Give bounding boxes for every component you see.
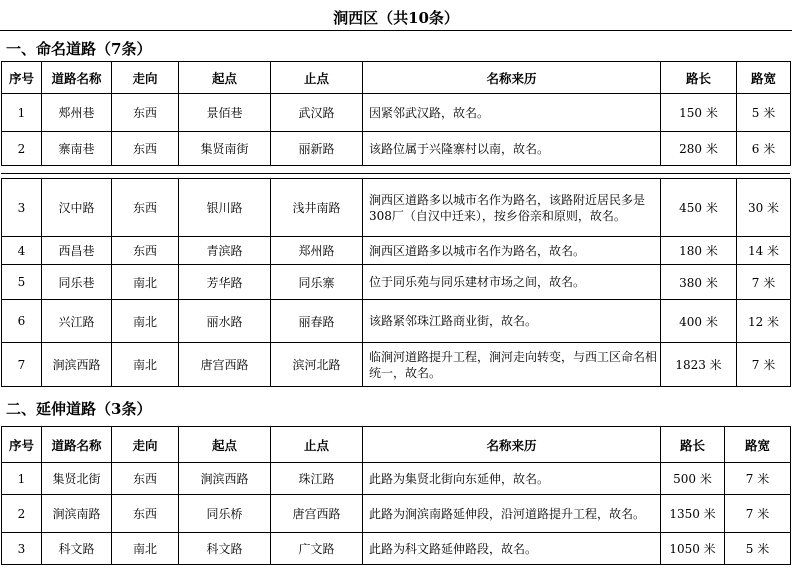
row-width: 6 米 — [737, 132, 791, 166]
row-name-origin: 该路位属于兴隆寨村以南，故名。 — [363, 132, 661, 166]
named-roads-table-top — [1, 61, 791, 166]
row-road-name: 寨南巷 — [42, 132, 112, 166]
header-road-name: 道路名称 — [42, 427, 112, 463]
row-name-origin: 涧西区道路多以城市名作为路名，故名。 — [363, 237, 661, 265]
title-divider — [0, 30, 792, 31]
table-header-row — [2, 427, 791, 463]
row-width: 5 米 — [737, 94, 791, 132]
table-row — [2, 265, 791, 300]
row-serial: 4 — [2, 237, 42, 265]
row-name-origin: 该路紧邻珠江路商业街，故名。 — [363, 300, 661, 343]
table-row — [2, 300, 791, 343]
table-row — [2, 533, 791, 565]
row-serial: 3 — [2, 533, 42, 565]
row-road-name: 科文路 — [42, 533, 112, 565]
row-end-point: 丽春路 — [271, 300, 363, 343]
row-length: 380 米 — [661, 265, 737, 300]
table-row — [2, 94, 791, 132]
table-row — [2, 343, 791, 387]
row-name-origin: 此路为科文路延伸路段，故名。 — [363, 533, 661, 565]
header-direction: 走向 — [112, 427, 179, 463]
header-width: 路宽 — [737, 62, 791, 94]
row-direction: 南北 — [112, 265, 179, 300]
header-length: 路长 — [661, 62, 737, 94]
row-width: 7 米 — [725, 463, 791, 495]
row-start-point: 景佰巷 — [179, 94, 271, 132]
row-width: 5 米 — [725, 533, 791, 565]
row-direction: 南北 — [112, 300, 179, 343]
header-end-point: 止点 — [271, 62, 363, 94]
row-name-origin: 此路为涧滨南路延伸段，沿河道路提升工程，故名。 — [363, 495, 661, 533]
row-length: 150 米 — [661, 94, 737, 132]
row-end-point: 同乐寨 — [271, 265, 363, 300]
row-start-point: 唐宫西路 — [179, 343, 271, 387]
row-width: 7 米 — [737, 343, 791, 387]
header-road-name: 道路名称 — [42, 62, 112, 94]
row-road-name: 汉中路 — [42, 179, 112, 237]
table-row — [2, 463, 791, 495]
header-start-point: 起点 — [179, 62, 271, 94]
extended-roads-table — [1, 426, 791, 565]
header-end-point: 止点 — [271, 427, 363, 463]
row-road-name: 兴江路 — [42, 300, 112, 343]
row-name-origin: 位于同乐苑与同乐建材市场之间，故名。 — [363, 265, 661, 300]
row-road-name: 郟州巷 — [42, 94, 112, 132]
page-break-rule — [1, 173, 790, 174]
row-road-name: 涧滨西路 — [42, 343, 112, 387]
named-roads-table-bottom — [1, 178, 791, 387]
row-start-point: 集贤南街 — [179, 132, 271, 166]
row-serial: 5 — [2, 265, 42, 300]
row-start-point: 芳华路 — [179, 265, 271, 300]
header-length: 路长 — [661, 427, 725, 463]
row-direction: 东西 — [112, 463, 179, 495]
table-row — [2, 237, 791, 265]
table-row — [2, 132, 791, 166]
row-serial: 1 — [2, 94, 42, 132]
row-serial: 3 — [2, 179, 42, 237]
row-serial: 2 — [2, 132, 42, 166]
header-width: 路宽 — [725, 427, 791, 463]
row-road-name: 西昌巷 — [42, 237, 112, 265]
row-direction: 东西 — [112, 179, 179, 237]
section-heading-extended-roads: 二、延伸道路（3条） — [6, 400, 152, 418]
header-start-point: 起点 — [179, 427, 271, 463]
header-name-origin: 名称来历 — [363, 427, 661, 463]
row-direction: 南北 — [112, 533, 179, 565]
row-end-point: 广文路 — [271, 533, 363, 565]
row-direction: 东西 — [112, 132, 179, 166]
table-header-row — [2, 62, 791, 94]
row-serial: 1 — [2, 463, 42, 495]
row-direction: 东西 — [112, 237, 179, 265]
row-length: 400 米 — [661, 300, 737, 343]
row-road-name: 同乐巷 — [42, 265, 112, 300]
section-heading-named-roads: 一、命名道路（7条） — [6, 40, 152, 58]
row-end-point: 唐宫西路 — [271, 495, 363, 533]
row-end-point: 滨河北路 — [271, 343, 363, 387]
row-start-point: 涧滨西路 — [179, 463, 271, 495]
row-end-point: 丽新路 — [271, 132, 363, 166]
row-serial: 7 — [2, 343, 42, 387]
row-length: 500 米 — [661, 463, 725, 495]
row-length: 450 米 — [661, 179, 737, 237]
row-length: 1823 米 — [661, 343, 737, 387]
row-serial: 2 — [2, 495, 42, 533]
row-road-name: 集贤北街 — [42, 463, 112, 495]
row-width: 7 米 — [737, 265, 791, 300]
row-width: 14 米 — [737, 237, 791, 265]
header-direction: 走向 — [112, 62, 179, 94]
header-serial: 序号 — [2, 427, 42, 463]
header-name-origin: 名称来历 — [363, 62, 661, 94]
row-start-point: 科文路 — [179, 533, 271, 565]
row-direction: 东西 — [112, 94, 179, 132]
row-name-origin: 涧西区道路多以城市名作为路名，该路附近居民多是308厂（自汉中迁来），按乡俗亲和原则，故名。 — [363, 179, 661, 237]
row-start-point: 银川路 — [179, 179, 271, 237]
row-end-point: 浅井南路 — [271, 179, 363, 237]
row-serial: 6 — [2, 300, 42, 343]
row-width: 12 米 — [737, 300, 791, 343]
table-row — [2, 495, 791, 533]
table-row — [2, 179, 791, 237]
row-name-origin: 因紧邻武汉路，故名。 — [363, 94, 661, 132]
row-end-point: 珠江路 — [271, 463, 363, 495]
row-length: 1350 米 — [661, 495, 725, 533]
row-start-point: 同乐桥 — [179, 495, 271, 533]
header-serial: 序号 — [2, 62, 42, 94]
row-start-point: 青滨路 — [179, 237, 271, 265]
row-name-origin: 临涧河道路提升工程，涧河走向转变，与西工区命名相统一，故名。 — [363, 343, 661, 387]
row-direction: 南北 — [112, 343, 179, 387]
row-start-point: 丽水路 — [179, 300, 271, 343]
row-end-point: 武汉路 — [271, 94, 363, 132]
document-title: 涧西区（共10条） — [333, 9, 459, 27]
row-length: 1050 米 — [661, 533, 725, 565]
row-width: 7 米 — [725, 495, 791, 533]
row-end-point: 郑州路 — [271, 237, 363, 265]
row-length: 180 米 — [661, 237, 737, 265]
row-width: 30 米 — [737, 179, 791, 237]
row-direction: 东西 — [112, 495, 179, 533]
row-road-name: 涧滨南路 — [42, 495, 112, 533]
row-length: 280 米 — [661, 132, 737, 166]
row-name-origin: 此路为集贤北街向东延伸，故名。 — [363, 463, 661, 495]
